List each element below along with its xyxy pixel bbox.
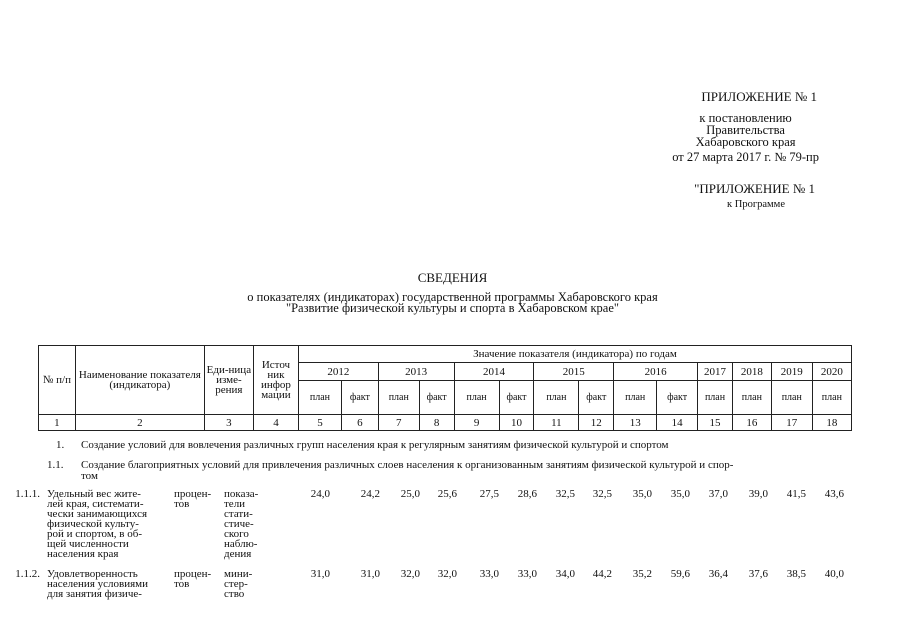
document-subtitle	[0, 292, 905, 314]
resolution-line: Хабаровского края	[695, 135, 796, 149]
header-no: № п/п	[39, 346, 76, 415]
value-cell: 27,5	[479, 488, 499, 500]
fact-header: факт	[341, 381, 378, 415]
value-cell: 39,0	[748, 488, 768, 500]
value-cell: 35,0	[632, 488, 652, 500]
section-1-1-text-line1: Создание благоприятных условий для привлечения различных слоев населения к организованным занятиям физической культурой и спор-	[81, 459, 734, 471]
section-1-text: Создание условий для вовлечения различных групп населения края к регулярным занятиям физической культурой и спортом	[81, 439, 669, 451]
value-cell: 32,0	[437, 568, 457, 580]
row-source: показа- тели стати- стиче- ского наблю- дения	[224, 488, 259, 560]
section-1-1-text-line2: том	[81, 470, 98, 482]
value-cell: 32,5	[555, 488, 575, 500]
plan-header: план	[812, 381, 851, 415]
value-cell: 43,6	[824, 488, 844, 500]
header-name: Наименование показателя (индикатора)	[75, 346, 204, 415]
value-cell: 32,5	[592, 488, 612, 500]
appendix-title-2: "ПРИЛОЖЕНИЕ № 1	[694, 181, 815, 196]
year-header: 2014	[454, 363, 534, 381]
year-header: 2018	[732, 363, 771, 381]
column-number-cell: 13	[614, 415, 657, 431]
value-cell: 38,5	[786, 568, 806, 580]
column-number-cell: 3	[204, 415, 253, 431]
value-cell: 35,2	[632, 568, 652, 580]
indicators-table	[38, 345, 852, 431]
resolution-line: к постановлению	[699, 111, 792, 125]
plan-header: план	[614, 381, 657, 415]
column-number-cell: 1	[39, 415, 76, 431]
value-cell: 34,0	[555, 568, 575, 580]
column-number-cell: 2	[75, 415, 204, 431]
value-cell: 44,2	[592, 568, 612, 580]
fact-header: факт	[499, 381, 534, 415]
value-cell: 28,6	[517, 488, 537, 500]
year-header: 2019	[771, 363, 812, 381]
year-header: 2012	[298, 363, 378, 381]
value-cell: 59,6	[670, 568, 690, 580]
year-header: 2016	[614, 363, 698, 381]
section-1-1-number: 1.1.	[47, 459, 64, 471]
value-cell: 31,0	[310, 568, 330, 580]
fact-header: факт	[657, 381, 698, 415]
column-number-cell: 14	[657, 415, 698, 431]
column-number-cell: 11	[534, 415, 579, 431]
column-number-cell: 12	[579, 415, 614, 431]
column-number-cell: 10	[499, 415, 534, 431]
column-number-cell: 7	[378, 415, 419, 431]
appendix-title: ПРИЛОЖЕНИЕ № 1	[701, 89, 817, 104]
row-unit: процен- тов	[174, 568, 212, 590]
fact-header: факт	[579, 381, 614, 415]
value-cell: 33,0	[479, 568, 499, 580]
resolution-line: Правительства	[706, 123, 785, 137]
to-program: к Программе	[727, 199, 785, 210]
header-source: Источ ник инфор мации	[253, 346, 298, 415]
plan-header: план	[454, 381, 499, 415]
value-cell: 40,0	[824, 568, 844, 580]
fact-header: факт	[419, 381, 454, 415]
year-header: 2020	[812, 363, 851, 381]
header-values: Значение показателя (индикатора) по годам	[298, 346, 851, 363]
value-cell: 41,5	[786, 488, 806, 500]
plan-header: план	[298, 381, 341, 415]
resolution-date-line: от 27 марта 2017 г. № 79-пр	[672, 150, 819, 164]
column-number-cell: 4	[253, 415, 298, 431]
row-number: 1.1.1.	[15, 488, 40, 500]
row-unit: процен- тов	[174, 488, 212, 510]
value-cell: 25,0	[400, 488, 420, 500]
row-name: Удовлетворенность населения условиями для занятия физиче-	[47, 568, 148, 600]
value-cell: 32,0	[400, 568, 420, 580]
value-cell: 37,0	[708, 488, 728, 500]
header-unit: Еди-ница изме-рения	[204, 346, 253, 415]
column-number-cell: 8	[419, 415, 454, 431]
value-cell: 37,6	[748, 568, 768, 580]
value-cell: 35,0	[670, 488, 690, 500]
section-1-number: 1.	[56, 439, 65, 451]
row-number: 1.1.2.	[15, 568, 40, 580]
row-source: мини- стер- ство	[224, 568, 253, 600]
year-header: 2013	[378, 363, 454, 381]
column-number-cell: 17	[771, 415, 812, 431]
resolution-reference	[672, 112, 819, 163]
value-cell: 36,4	[708, 568, 728, 580]
column-number-cell: 18	[812, 415, 851, 431]
document-heading: СВЕДЕНИЯ	[417, 270, 488, 285]
column-number-cell: 5	[298, 415, 341, 431]
subtitle-line-2: "Развитие физической культуры и спорта в Хабаровском крае"	[285, 301, 620, 315]
value-cell: 24,2	[360, 488, 380, 500]
column-numbers-row	[39, 415, 852, 431]
column-number-cell: 16	[732, 415, 771, 431]
year-header: 2017	[698, 363, 733, 381]
value-cell: 25,6	[437, 488, 457, 500]
plan-header: план	[732, 381, 771, 415]
plan-header: план	[378, 381, 419, 415]
plan-header: план	[698, 381, 733, 415]
column-number-cell: 9	[454, 415, 499, 431]
plan-header: план	[534, 381, 579, 415]
subtitle-line-1: о показателях (индикаторах) государственной программы Хабаровского края	[247, 290, 658, 304]
plan-header: план	[771, 381, 812, 415]
column-number-cell: 6	[341, 415, 378, 431]
row-name: Удельный вес жите- лей края, системати- чески занимающихся физической культу- рой и спортом, в об- щей численности населения края	[47, 488, 148, 560]
value-cell: 24,0	[310, 488, 330, 500]
value-cell: 33,0	[517, 568, 537, 580]
value-cell: 31,0	[360, 568, 380, 580]
column-number-cell: 15	[698, 415, 733, 431]
year-header: 2015	[534, 363, 614, 381]
